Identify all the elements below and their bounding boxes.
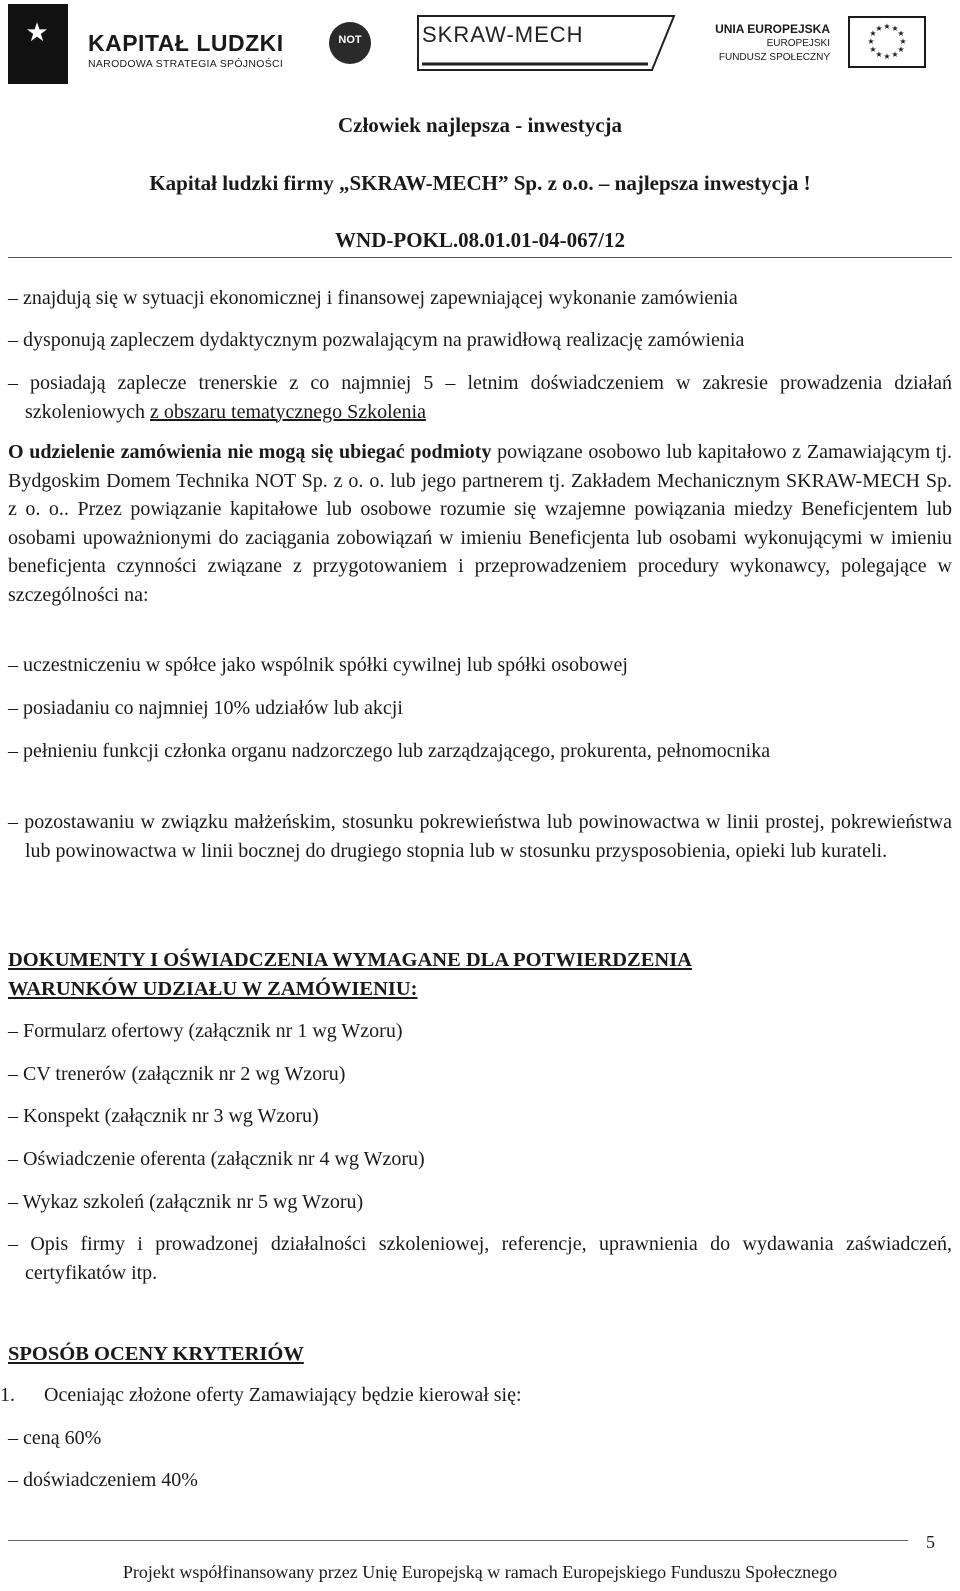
document-item: – Oświadczenie oferenta (załącznik nr 4 wg Wzoru) <box>8 1148 425 1170</box>
condition-text: – posiadają zaplecze trenerskie z co najmniej 5 – letnim doświadczeniem w zakresie prowadzenia działań szkoleniowych <box>8 372 952 423</box>
svg-text:★: ★ <box>891 50 899 59</box>
not-logo <box>325 14 377 72</box>
exclusion-paragraph <box>8 438 952 610</box>
ue-logo-line1: UNIA EUROPEJSKA <box>715 22 830 36</box>
svg-text:★: ★ <box>891 24 899 33</box>
svg-text:★: ★ <box>883 52 891 61</box>
kapital-ludzki-title: KAPITAŁ LUDZKI <box>88 30 284 56</box>
evaluation-intro-item <box>0 1381 522 1409</box>
header-project-title: Kapitał ludzki firmy „SKRAW-MECH” Sp. z o.o. – najlepsza inwestycja ! <box>149 171 811 195</box>
criterion-item: – ceną 60% <box>8 1427 102 1449</box>
relation-item: – pełnieniu funkcji członka organu nadzorczego lub zarządzającego, prokurenta, pełnomocnika <box>8 740 771 762</box>
svg-text:★: ★ <box>897 29 905 38</box>
criterion-item: – doświadczeniem 40% <box>8 1469 198 1491</box>
condition-underlined-text: z obszaru tematycznego Szkolenia <box>149 400 426 423</box>
condition-item: – dysponują zapleczem dydaktycznym pozwalającym na prawidłową realizację zamówienia <box>8 329 745 351</box>
header-logos <box>0 0 960 96</box>
ue-logo-line2: EUROPEJSKI <box>766 38 830 49</box>
svg-text:★: ★ <box>869 29 877 38</box>
header-divider <box>8 257 952 258</box>
page-number: 5 <box>926 1532 935 1552</box>
relation-item: – uczestniczeniu w spółce jako wspólnik spółki cywilnej lub spółki osobowej <box>8 654 628 676</box>
document-item: – Formularz ofertowy (załącznik nr 1 wg Wzoru) <box>8 1020 403 1042</box>
exclusion-bold-lead: O udzielenie zamówienia nie mogą się ubiegać podmioty <box>8 441 492 463</box>
condition-item: – znajdują się w sytuacji ekonomicznej i finansowej zapewniającej wykonanie zamówienia <box>8 287 738 309</box>
documents-heading-line1: DOKUMENTY I OŚWIADCZENIA WYMAGANE DLA POTWIERDZENIA <box>8 949 692 971</box>
skraw-mech-logo <box>416 14 678 72</box>
svg-text:★: ★ <box>897 45 905 54</box>
svg-text:★: ★ <box>875 50 883 59</box>
svg-text:★: ★ <box>899 37 907 46</box>
document-item: – Wykaz szkoleń (załącznik nr 5 wg Wzoru) <box>8 1191 364 1213</box>
footer-text: Projekt współfinansowany przez Unię Europejską w ramach Europejskiego Funduszu Społecznego <box>122 1562 838 1582</box>
evaluation-number: 1. <box>0 1384 15 1406</box>
evaluation-heading: SPOSÓB OCENY KRYTERIÓW <box>8 1343 304 1365</box>
svg-text:★: ★ <box>875 24 883 33</box>
eu-flag-icon <box>848 16 926 68</box>
svg-text:★: ★ <box>867 37 875 46</box>
skraw-mech-logo-text: SKRAW-MECH <box>422 22 584 47</box>
not-logo-text: NOT <box>338 34 362 46</box>
condition-item <box>8 369 952 426</box>
kapital-ludzki-logo <box>8 4 300 86</box>
ue-logo-line3: FUNDUSZ SPOŁECZNY <box>718 52 830 63</box>
kapital-ludzki-subtitle: NARODOWA STRATEGIA SPÓJNOŚCI <box>88 58 284 70</box>
exclusion-text: powiązane osobowo lub kapitałowo z Zamawiającym tj. Bydgoskim Domem Technika NOT Sp. z o. o. lub jego partnerem tj. Zakładem Mechanicznym SKRAW-MECH Sp. z o. o.. Przez powiązanie kapitałowe lub osobowe rozumie się wzajemne powiązania miedzy Beneficjentem lub osobami upoważnionymi do zaciągania zobowiązań w imieniu Beneficjenta lub osobami wykonującymi w imieniu beneficjenta czynności związane z przygotowaniem i przeprowadzeniem procedury wykonawcy, polegające w szczególności na: <box>8 441 953 606</box>
star-figure-icon: ★ <box>25 18 49 48</box>
document-item: – CV trenerów (załącznik nr 2 wg Wzoru) <box>8 1063 346 1085</box>
svg-text:★: ★ <box>883 22 891 31</box>
svg-text:★: ★ <box>869 45 877 54</box>
header-project-number: WND-POKL.08.01.01-04-067/12 <box>335 228 625 252</box>
relation-item: – pozostawaniu w związku małżeńskim, stosunku pokrewieństwa lub powinowactwa w linii prostej, pokrewieństwa lub powinowactwa w linii bocznej do drugiego stopnia lub w stosunku przysposobienia, opieki lub kurateli. <box>8 811 952 862</box>
ue-logo <box>700 16 926 76</box>
kapital-ludzki-mark <box>8 4 68 84</box>
documents-heading-line2: WARUNKÓW UDZIAŁU W ZAMÓWIENIU: <box>8 978 418 1000</box>
header-motto: Człowiek najlepsza - inwestycja <box>337 113 623 137</box>
evaluation-intro: Oceniając złożone oferty Zamawiający będzie kierował się: <box>44 1384 522 1406</box>
footer-divider <box>8 1540 908 1541</box>
relation-item: – posiadaniu co najmniej 10% udziałów lub akcji <box>8 697 403 719</box>
document-item: – Konspekt (załącznik nr 3 wg Wzoru) <box>8 1105 319 1127</box>
document-item: – Opis firmy i prowadzonej działalności szkoleniowej, referencje, uprawnienia do wydawania zaświadczeń, certyfikatów itp. <box>8 1233 952 1284</box>
